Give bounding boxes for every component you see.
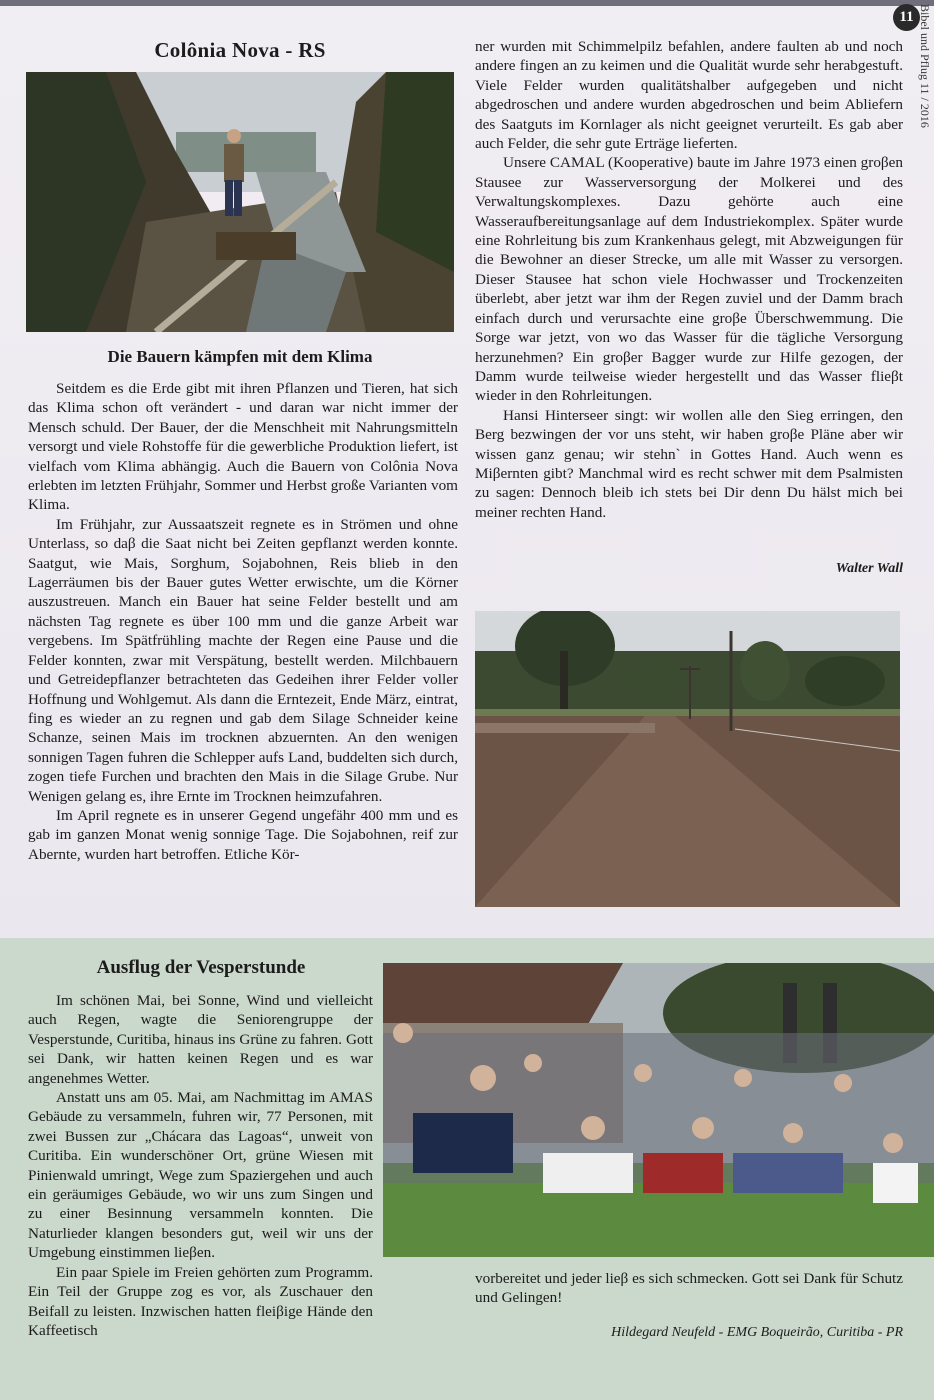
group-photo xyxy=(383,963,934,1257)
top-rule xyxy=(0,0,934,6)
page-number: 11 xyxy=(893,4,920,31)
flooded-road-photo xyxy=(475,611,900,907)
article2-title: Ausflug der Vesperstunde xyxy=(96,957,306,978)
article-subtitle: Die Bauern kämpfen mit dem Klima xyxy=(107,347,373,366)
article1-author: Walter Wall xyxy=(835,561,903,576)
article-title: Colônia Nova - RS xyxy=(154,38,326,62)
group-image xyxy=(383,963,934,1257)
paragraph: Unsere CAMAL (Kooperative) baute im Jahre 1973 einen groβen Stausee zur Wasserversorgung der Molkerei und des Verwaltungskomplexes. Dazu gehörte auch eine Wasseraufbereitungsanlage auf dem Industriekomplex. Später wurde eine Rohrleitung bis zum Krankenhaus gelegt, mit Abzweigungen für die Bewohner an dieser Strecke, um alle mit Wasser zu versorgen. Dieser Stausee hat schon viele Hochwasser und Trockenzeiten überlebt, aber jetzt war ihm der Regen zuviel und der Damm brach einfach durch und verursachte eine groβe Überschwemmung. Die Sorge war jetzt, von wo das Wasser für die tägliche Versorgung herzunehmen? Ein groβer Bagger wurde zur Hilfe gezogen, der Damm wurde teilweise wieder hergestellt und das Wasser flieβt wieder in den Rohrleitungen. xyxy=(475,154,903,405)
paragraph: Ein paar Spiele im Freien gehörten zum Programm. Ein Teil der Gruppe zog es vor, als Zuschauer den Beifall zu leisten. Inzwischen hatten fleiβige Hände den Kaffeetisch xyxy=(28,1263,373,1339)
paragraph: Im Frühjahr, zur Aussaatszeit regnete es in Strömen und ohne Unterlass, so daβ die Saat nicht bei Zeiten gepflanzt werden konnte. Saatgut, wie Mais, Sorghum, Sojabohnen, Reis blieb in den Lagerräumen bis der Bauer gutes Wetter erwischte, um die Körner auszustreuen. Manch ein Bauer hat seine Felder bestellt und am nächsten Tag regnete es über 100 mm und die ganze Arbeit war vergebens. Im Spätfrühling machte der Regen eine Pause und die Felder konnten, zwar mit Verspätung, bestellt werden. Milchbauern und Getreidepflanzer betrachteten das Gedeihen ihrer Felder voller Hoffnung und Wohlgemut. Als dann die Erntezeit, Ende März, eintrat, fing es wieder an zu regnen und gab dem Silage Schneider keine Schanze, seinen Mais im trocknen abzuernten. An den wenigen sonnigen Tagen fuhren die Schlepper aufs Land, buddelten sich durch, zogen tiefe Furchen und brachten den Mais in die Silage Grube. Nur Wenigen gelang es, ihre Ernte im Trocknen heimzufahren. xyxy=(28,515,458,805)
paragraph: ner wurden mit Schimmelpilz befahlen, andere faulten ab und noch andere fingen an zu keimen und die Qualität wurde sehr herabgestuft. Viele Felder wurden qualitätshalber aufgegeben und nicht abgedroschen und andere wurden abgedroschen und beim Abliefern des Saatguts im Kornlager als nicht geeignet verurteilt. Es gab aber auch Felder, die sehr gute Erträge lieferten. xyxy=(475,38,903,153)
article2-author: Hildegard Neufeld - EMG Boqueirão, Curitiba - PR xyxy=(611,1325,903,1340)
article2-left-column xyxy=(28,991,373,1340)
article1-left-column xyxy=(28,379,458,864)
paragraph: Seitdem es die Erde gibt mit ihren Pflanzen und Tieren, hat sich das Klima schon oft verändert - und daran war nicht immer der Mensch schuld. Der Bauer, der die Menschheit mit Nahrungsmitteln versorgt und viele Rohstoffe für die gewerbliche Produktion liefert, ist vielfach vom Klima abhängig. Auch die Bauern von Colônia Nova erlebten im letzten Frühjahr, Sommer und Herbst große Varianten vom Klima. xyxy=(28,380,458,514)
dam-break-image xyxy=(26,72,454,332)
flooded-road-image xyxy=(475,611,900,907)
side-running-title: Bibel und Pflug 11 / 2016 xyxy=(918,4,932,128)
paragraph: Anstatt uns am 05. Mai, am Nachmittag im AMAS Gebäude zu versammeln, fuhren wir, 77 Personen, mit zwei Bussen zur „Chácara das Lagoas“, unweit von Curitiba. Ein wunderschöner Ort, grüne Wiesen mit Pinienwald umringt, Wege zum Spaziergehen und auch ein geräumiges Gebäude, wo wir uns zum Singen und zu einer Besinnung versammeln konnten. Die Naturlieder klangen besonders gut, weil wir uns der Umgebung einstimmen lieβen. xyxy=(28,1089,373,1262)
article2-right-column xyxy=(475,1269,903,1308)
dam-break-photo xyxy=(26,72,454,332)
paragraph: vorbereitet und jeder lieβ es sich schmecken. Gott sei Dank für Schutz und Gelingen! xyxy=(475,1270,903,1307)
article1-right-column xyxy=(475,37,903,522)
paragraph: Im April regnete es in unserer Gegend ungefähr 400 mm und es gab im ganzen Monat wenig sonnige Tage. Die Sojabohnen, reif zur Abernte, wurden hart betroffen. Etliche Kör- xyxy=(28,806,458,863)
paragraph: Hansi Hinterseer singt: wir wollen alle den Sieg erringen, den Berg bezwingen der vor uns steht, wir haben groβe Pläne aber wir wissen ganz genau; wir stehn` in Gottes Hand. Auch wenn es Miβernten gibt? Manchmal wird es recht schwer mit dem Psalmisten zu sagen: Dennoch bleib ich stets bei Dir denn Du hälst mich bei meiner rechten Hand. xyxy=(475,406,903,521)
paragraph: Im schönen Mai, bei Sonne, Wind und vielleicht auch Regen, wagte die Seniorengruppe der Vesperstunde, Curitiba, hinaus ins Grüne zu fahren. Gott sei Dank, wir hatten keinen Regen und es war angenehmes Wetter. xyxy=(28,992,373,1087)
